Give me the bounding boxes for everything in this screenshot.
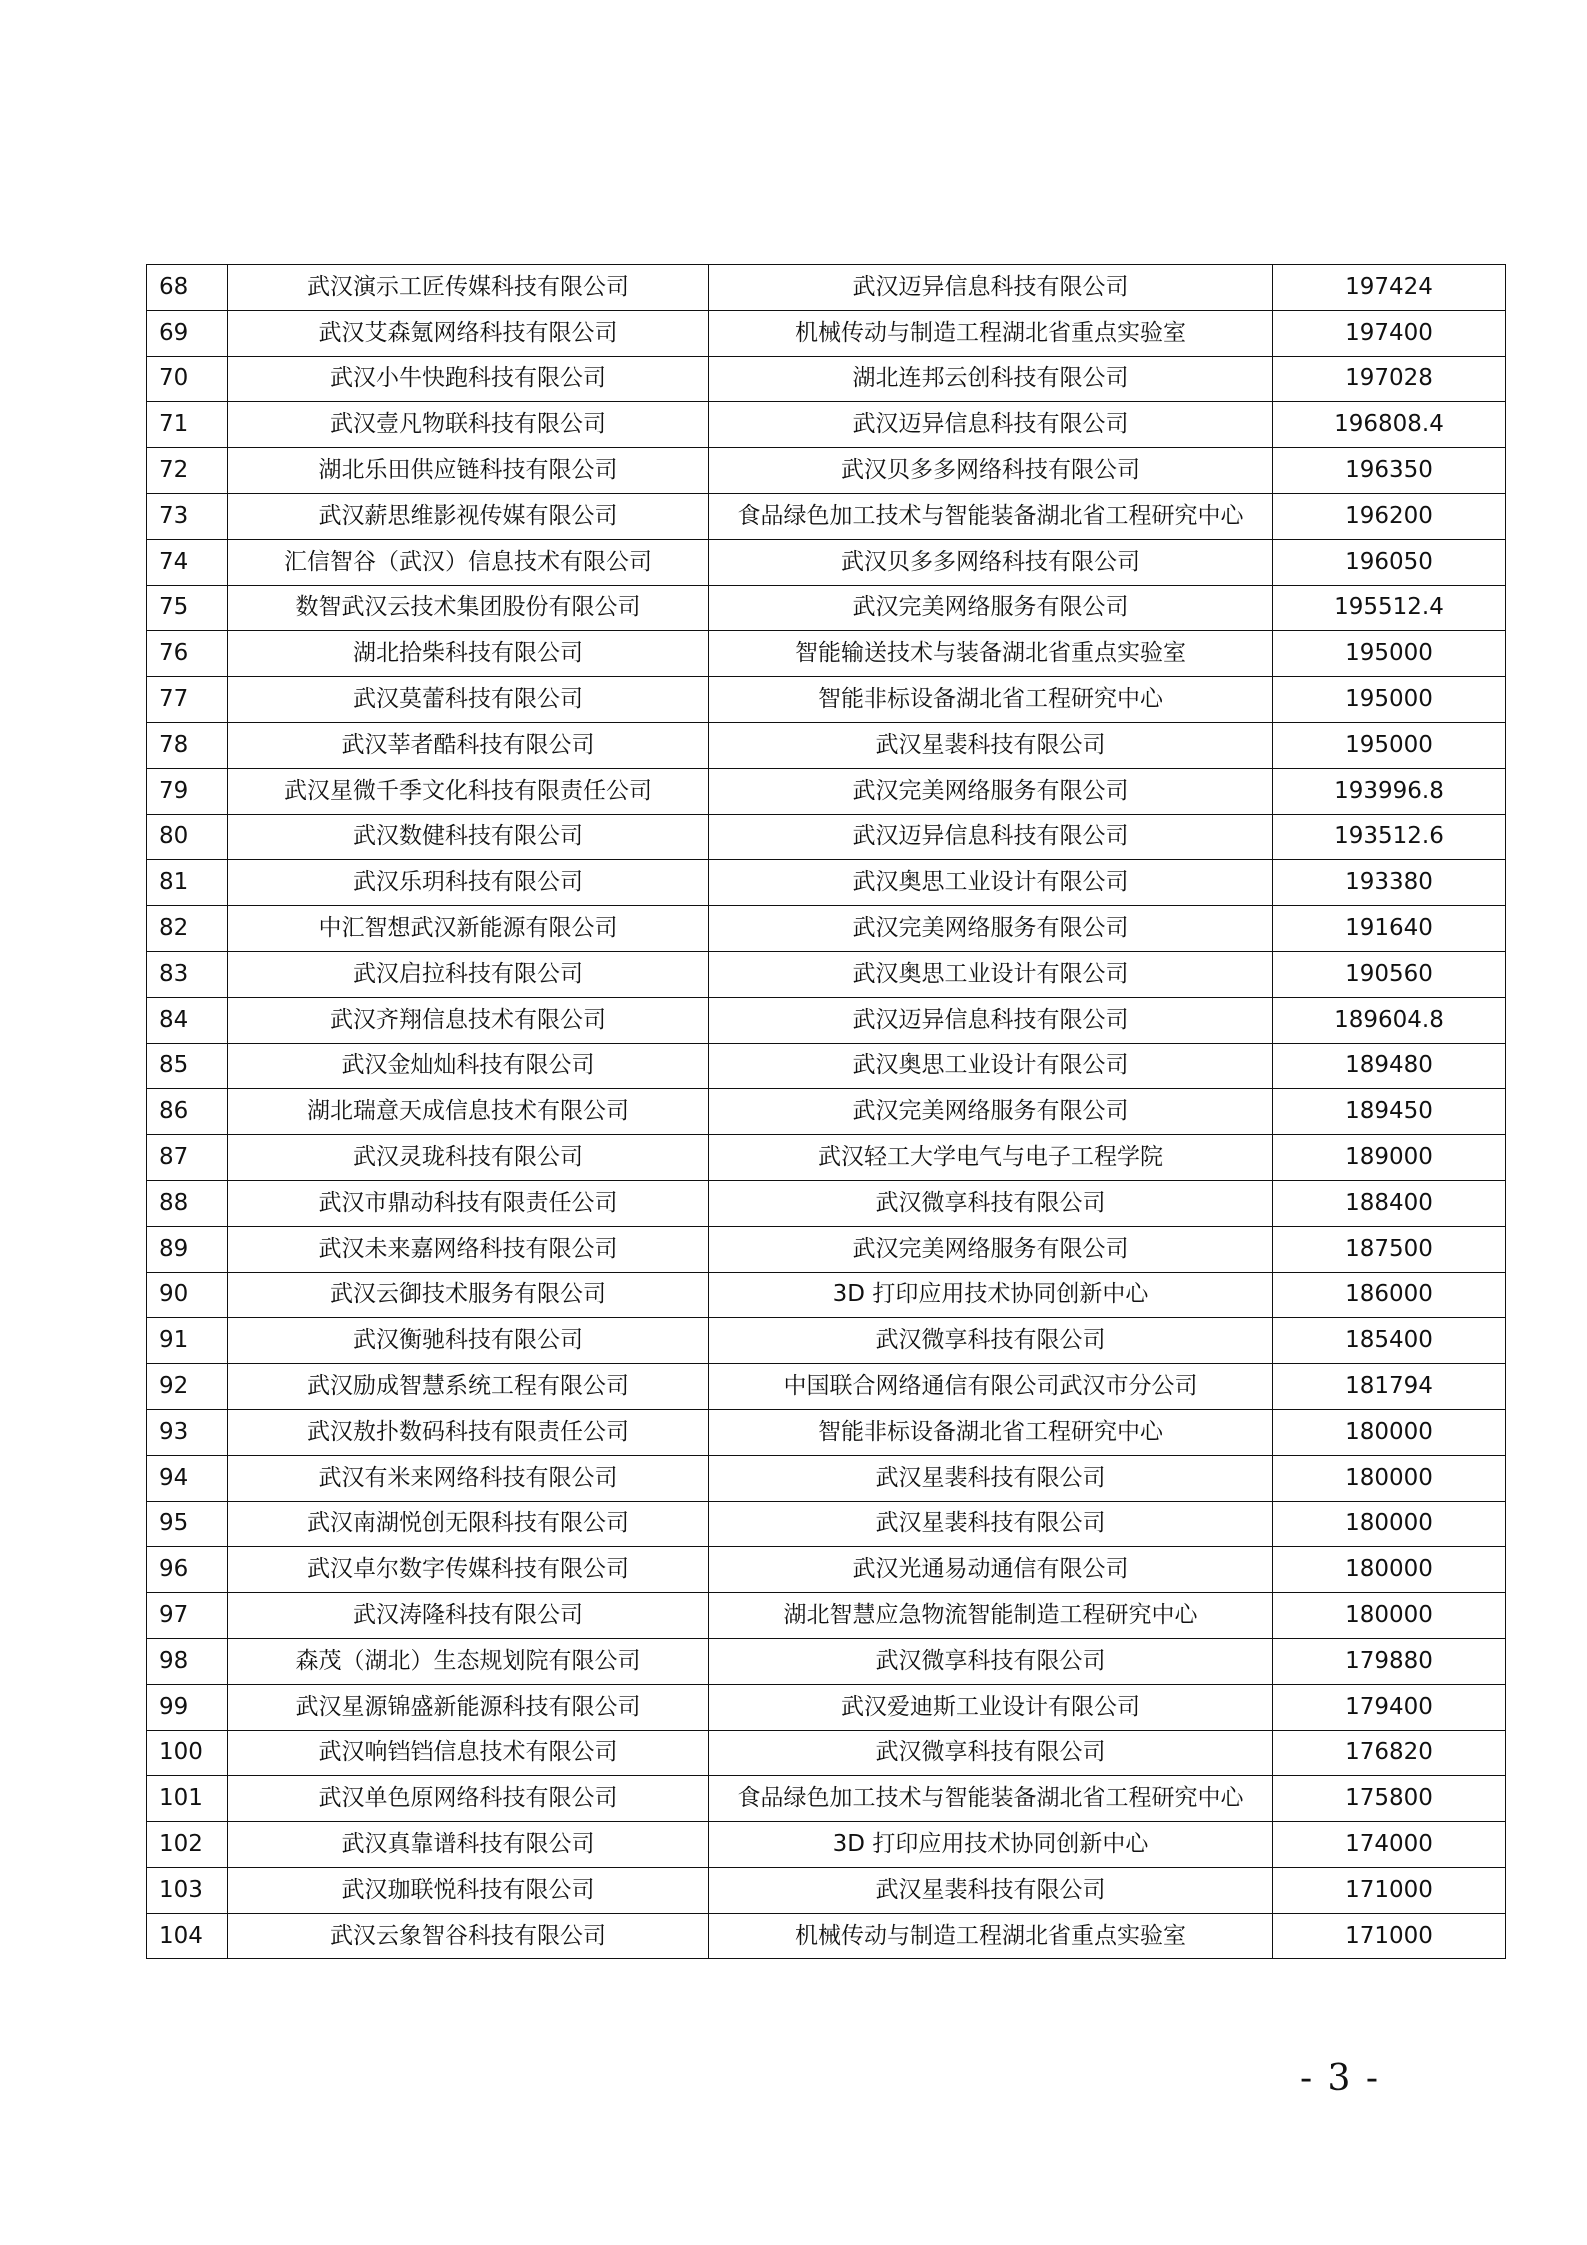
table-row: [147, 1776, 1506, 1822]
company-name-cell: 武汉单色原网络科技有限公司: [228, 1776, 709, 1822]
amount-cell: 176820: [1273, 1730, 1506, 1776]
company-name-cell: 武汉涛隆科技有限公司: [228, 1593, 709, 1639]
company-name-cell: 武汉星源锦盛新能源科技有限公司: [228, 1684, 709, 1730]
amount-cell: 195000: [1273, 722, 1506, 768]
company-name-cell: 武汉衡驰科技有限公司: [228, 1318, 709, 1364]
company-name-cell: 湖北拾柴科技有限公司: [228, 631, 709, 677]
amount-cell: 171000: [1273, 1913, 1506, 1959]
row-number-cell: 78: [147, 722, 228, 768]
partner-name-cell: 智能输送技术与装备湖北省重点实验室: [709, 631, 1273, 677]
amount-cell: 189450: [1273, 1089, 1506, 1135]
company-name-cell: 武汉金灿灿科技有限公司: [228, 1043, 709, 1089]
row-number-cell: 71: [147, 402, 228, 448]
table-row: [147, 585, 1506, 631]
company-name-cell: 武汉艾森氪网络科技有限公司: [228, 310, 709, 356]
row-number-cell: 104: [147, 1913, 228, 1959]
partner-name-cell: 3D 打印应用技术协同创新中心: [709, 1272, 1273, 1318]
page-number: - 3 -: [1299, 2058, 1381, 2099]
row-number-cell: 86: [147, 1089, 228, 1135]
partner-name-cell: 武汉迈异信息科技有限公司: [709, 814, 1273, 860]
table-row: [147, 1089, 1506, 1135]
partner-name-cell: 武汉微享科技有限公司: [709, 1730, 1273, 1776]
partner-name-cell: 武汉星裴科技有限公司: [709, 1867, 1273, 1913]
table-row: [147, 1318, 1506, 1364]
table-row: [147, 1455, 1506, 1501]
table-body: [147, 265, 1506, 1959]
company-name-cell: 武汉星微千季文化科技有限责任公司: [228, 768, 709, 814]
row-number-cell: 75: [147, 585, 228, 631]
table-row: [147, 1547, 1506, 1593]
row-number-cell: 98: [147, 1638, 228, 1684]
amount-cell: 195512.4: [1273, 585, 1506, 631]
company-name-cell: 武汉演示工匠传媒科技有限公司: [228, 265, 709, 311]
amount-cell: 179400: [1273, 1684, 1506, 1730]
amount-cell: 189604.8: [1273, 997, 1506, 1043]
partner-name-cell: 武汉迈异信息科技有限公司: [709, 997, 1273, 1043]
row-number-cell: 96: [147, 1547, 228, 1593]
row-number-cell: 100: [147, 1730, 228, 1776]
table-row: [147, 1822, 1506, 1868]
partner-name-cell: 武汉完美网络服务有限公司: [709, 906, 1273, 952]
row-number-cell: 69: [147, 310, 228, 356]
amount-cell: 195000: [1273, 677, 1506, 723]
company-name-cell: 武汉薪思维影视传媒有限公司: [228, 493, 709, 539]
amount-cell: 196350: [1273, 448, 1506, 494]
row-number-cell: 81: [147, 860, 228, 906]
partner-name-cell: 武汉完美网络服务有限公司: [709, 768, 1273, 814]
company-name-cell: 武汉真靠谱科技有限公司: [228, 1822, 709, 1868]
row-number-cell: 72: [147, 448, 228, 494]
table-row: [147, 1913, 1506, 1959]
table-row: [147, 860, 1506, 906]
table-row: [147, 1043, 1506, 1089]
amount-cell: 180000: [1273, 1455, 1506, 1501]
row-number-cell: 95: [147, 1501, 228, 1547]
partner-name-cell: 武汉奥思工业设计有限公司: [709, 860, 1273, 906]
row-number-cell: 84: [147, 997, 228, 1043]
partner-name-cell: 食品绿色加工技术与智能装备湖北省工程研究中心: [709, 493, 1273, 539]
company-name-cell: 森茂（湖北）生态规划院有限公司: [228, 1638, 709, 1684]
amount-cell: 193512.6: [1273, 814, 1506, 860]
amount-cell: 186000: [1273, 1272, 1506, 1318]
row-number-cell: 94: [147, 1455, 228, 1501]
row-number-cell: 85: [147, 1043, 228, 1089]
amount-cell: 181794: [1273, 1364, 1506, 1410]
amount-cell: 185400: [1273, 1318, 1506, 1364]
partner-name-cell: 武汉贝多多网络科技有限公司: [709, 539, 1273, 585]
row-number-cell: 102: [147, 1822, 228, 1868]
row-number-cell: 74: [147, 539, 228, 585]
partner-name-cell: 智能非标设备湖北省工程研究中心: [709, 1409, 1273, 1455]
partner-name-cell: 智能非标设备湖北省工程研究中心: [709, 677, 1273, 723]
table-row: [147, 310, 1506, 356]
company-name-cell: 武汉数健科技有限公司: [228, 814, 709, 860]
row-number-cell: 82: [147, 906, 228, 952]
table-row: [147, 265, 1506, 311]
partner-name-cell: 武汉爱迪斯工业设计有限公司: [709, 1684, 1273, 1730]
table-row: [147, 539, 1506, 585]
amount-cell: 197424: [1273, 265, 1506, 311]
row-number-cell: 88: [147, 1180, 228, 1226]
company-name-cell: 武汉云御技术服务有限公司: [228, 1272, 709, 1318]
partner-name-cell: 湖北连邦云创科技有限公司: [709, 356, 1273, 402]
amount-cell: 196050: [1273, 539, 1506, 585]
document-table-container: [146, 264, 1489, 1959]
amount-cell: 180000: [1273, 1501, 1506, 1547]
table-row: [147, 448, 1506, 494]
data-table: [146, 264, 1506, 1959]
amount-cell: 191640: [1273, 906, 1506, 952]
amount-cell: 196808.4: [1273, 402, 1506, 448]
table-row: [147, 677, 1506, 723]
row-number-cell: 79: [147, 768, 228, 814]
amount-cell: 197028: [1273, 356, 1506, 402]
company-name-cell: 武汉乐玥科技有限公司: [228, 860, 709, 906]
partner-name-cell: 3D 打印应用技术协同创新中心: [709, 1822, 1273, 1868]
table-row: [147, 906, 1506, 952]
company-name-cell: 武汉云象智谷科技有限公司: [228, 1913, 709, 1959]
amount-cell: 180000: [1273, 1547, 1506, 1593]
amount-cell: 193996.8: [1273, 768, 1506, 814]
company-name-cell: 武汉南湖悦创无限科技有限公司: [228, 1501, 709, 1547]
amount-cell: 189000: [1273, 1135, 1506, 1181]
partner-name-cell: 武汉贝多多网络科技有限公司: [709, 448, 1273, 494]
partner-name-cell: 武汉光通易动通信有限公司: [709, 1547, 1273, 1593]
partner-name-cell: 武汉奥思工业设计有限公司: [709, 1043, 1273, 1089]
partner-name-cell: 武汉迈异信息科技有限公司: [709, 402, 1273, 448]
row-number-cell: 68: [147, 265, 228, 311]
row-number-cell: 70: [147, 356, 228, 402]
table-row: [147, 1226, 1506, 1272]
row-number-cell: 101: [147, 1776, 228, 1822]
row-number-cell: 76: [147, 631, 228, 677]
partner-name-cell: 武汉星裴科技有限公司: [709, 1455, 1273, 1501]
table-row: [147, 493, 1506, 539]
table-row: [147, 997, 1506, 1043]
amount-cell: 197400: [1273, 310, 1506, 356]
company-name-cell: 武汉响铛铛信息技术有限公司: [228, 1730, 709, 1776]
company-name-cell: 武汉敖扑数码科技有限责任公司: [228, 1409, 709, 1455]
partner-name-cell: 武汉微享科技有限公司: [709, 1318, 1273, 1364]
partner-name-cell: 机械传动与制造工程湖北省重点实验室: [709, 1913, 1273, 1959]
amount-cell: 171000: [1273, 1867, 1506, 1913]
partner-name-cell: 武汉奥思工业设计有限公司: [709, 951, 1273, 997]
table-row: [147, 1135, 1506, 1181]
partner-name-cell: 食品绿色加工技术与智能装备湖北省工程研究中心: [709, 1776, 1273, 1822]
amount-cell: 187500: [1273, 1226, 1506, 1272]
table-row: [147, 814, 1506, 860]
company-name-cell: 武汉卓尔数字传媒科技有限公司: [228, 1547, 709, 1593]
row-number-cell: 93: [147, 1409, 228, 1455]
table-row: [147, 1180, 1506, 1226]
amount-cell: 196200: [1273, 493, 1506, 539]
row-number-cell: 97: [147, 1593, 228, 1639]
company-name-cell: 湖北瑞意天成信息技术有限公司: [228, 1089, 709, 1135]
table-row: [147, 768, 1506, 814]
company-name-cell: 武汉小牛快跑科技有限公司: [228, 356, 709, 402]
company-name-cell: 数智武汉云技术集团股份有限公司: [228, 585, 709, 631]
partner-name-cell: 武汉微享科技有限公司: [709, 1638, 1273, 1684]
row-number-cell: 89: [147, 1226, 228, 1272]
partner-name-cell: 武汉完美网络服务有限公司: [709, 1226, 1273, 1272]
table-row: [147, 1684, 1506, 1730]
table-row: [147, 1638, 1506, 1684]
partner-name-cell: 武汉完美网络服务有限公司: [709, 585, 1273, 631]
partner-name-cell: 武汉完美网络服务有限公司: [709, 1089, 1273, 1135]
amount-cell: 189480: [1273, 1043, 1506, 1089]
company-name-cell: 武汉启拉科技有限公司: [228, 951, 709, 997]
row-number-cell: 77: [147, 677, 228, 723]
amount-cell: 180000: [1273, 1409, 1506, 1455]
company-name-cell: 武汉齐翔信息技术有限公司: [228, 997, 709, 1043]
company-name-cell: 武汉壹凡物联科技有限公司: [228, 402, 709, 448]
row-number-cell: 90: [147, 1272, 228, 1318]
amount-cell: 174000: [1273, 1822, 1506, 1868]
company-name-cell: 武汉珈联悦科技有限公司: [228, 1867, 709, 1913]
amount-cell: 175800: [1273, 1776, 1506, 1822]
partner-name-cell: 武汉星裴科技有限公司: [709, 722, 1273, 768]
table-row: [147, 951, 1506, 997]
table-row: [147, 1364, 1506, 1410]
amount-cell: 193380: [1273, 860, 1506, 906]
row-number-cell: 92: [147, 1364, 228, 1410]
company-name-cell: 汇信智谷（武汉）信息技术有限公司: [228, 539, 709, 585]
row-number-cell: 91: [147, 1318, 228, 1364]
amount-cell: 188400: [1273, 1180, 1506, 1226]
company-name-cell: 湖北乐田供应链科技有限公司: [228, 448, 709, 494]
table-row: [147, 631, 1506, 677]
table-row: [147, 1730, 1506, 1776]
amount-cell: 190560: [1273, 951, 1506, 997]
company-name-cell: 武汉励成智慧系统工程有限公司: [228, 1364, 709, 1410]
company-name-cell: 武汉未来嘉网络科技有限公司: [228, 1226, 709, 1272]
company-name-cell: 中汇智想武汉新能源有限公司: [228, 906, 709, 952]
table-row: [147, 356, 1506, 402]
partner-name-cell: 武汉轻工大学电气与电子工程学院: [709, 1135, 1273, 1181]
company-name-cell: 武汉有米来网络科技有限公司: [228, 1455, 709, 1501]
table-row: [147, 1867, 1506, 1913]
partner-name-cell: 武汉迈异信息科技有限公司: [709, 265, 1273, 311]
amount-cell: 179880: [1273, 1638, 1506, 1684]
partner-name-cell: 武汉微享科技有限公司: [709, 1180, 1273, 1226]
table-row: [147, 1593, 1506, 1639]
company-name-cell: 武汉市鼎动科技有限责任公司: [228, 1180, 709, 1226]
amount-cell: 180000: [1273, 1593, 1506, 1639]
row-number-cell: 99: [147, 1684, 228, 1730]
table-row: [147, 1272, 1506, 1318]
partner-name-cell: 武汉星裴科技有限公司: [709, 1501, 1273, 1547]
table-row: [147, 722, 1506, 768]
table-row: [147, 1409, 1506, 1455]
table-row: [147, 402, 1506, 448]
row-number-cell: 80: [147, 814, 228, 860]
company-name-cell: 武汉莫蕾科技有限公司: [228, 677, 709, 723]
partner-name-cell: 中国联合网络通信有限公司武汉市分公司: [709, 1364, 1273, 1410]
company-name-cell: 武汉莘者酷科技有限公司: [228, 722, 709, 768]
row-number-cell: 87: [147, 1135, 228, 1181]
company-name-cell: 武汉灵珑科技有限公司: [228, 1135, 709, 1181]
table-row: [147, 1501, 1506, 1547]
partner-name-cell: 湖北智慧应急物流智能制造工程研究中心: [709, 1593, 1273, 1639]
row-number-cell: 73: [147, 493, 228, 539]
amount-cell: 195000: [1273, 631, 1506, 677]
partner-name-cell: 机械传动与制造工程湖北省重点实验室: [709, 310, 1273, 356]
row-number-cell: 83: [147, 951, 228, 997]
row-number-cell: 103: [147, 1867, 228, 1913]
